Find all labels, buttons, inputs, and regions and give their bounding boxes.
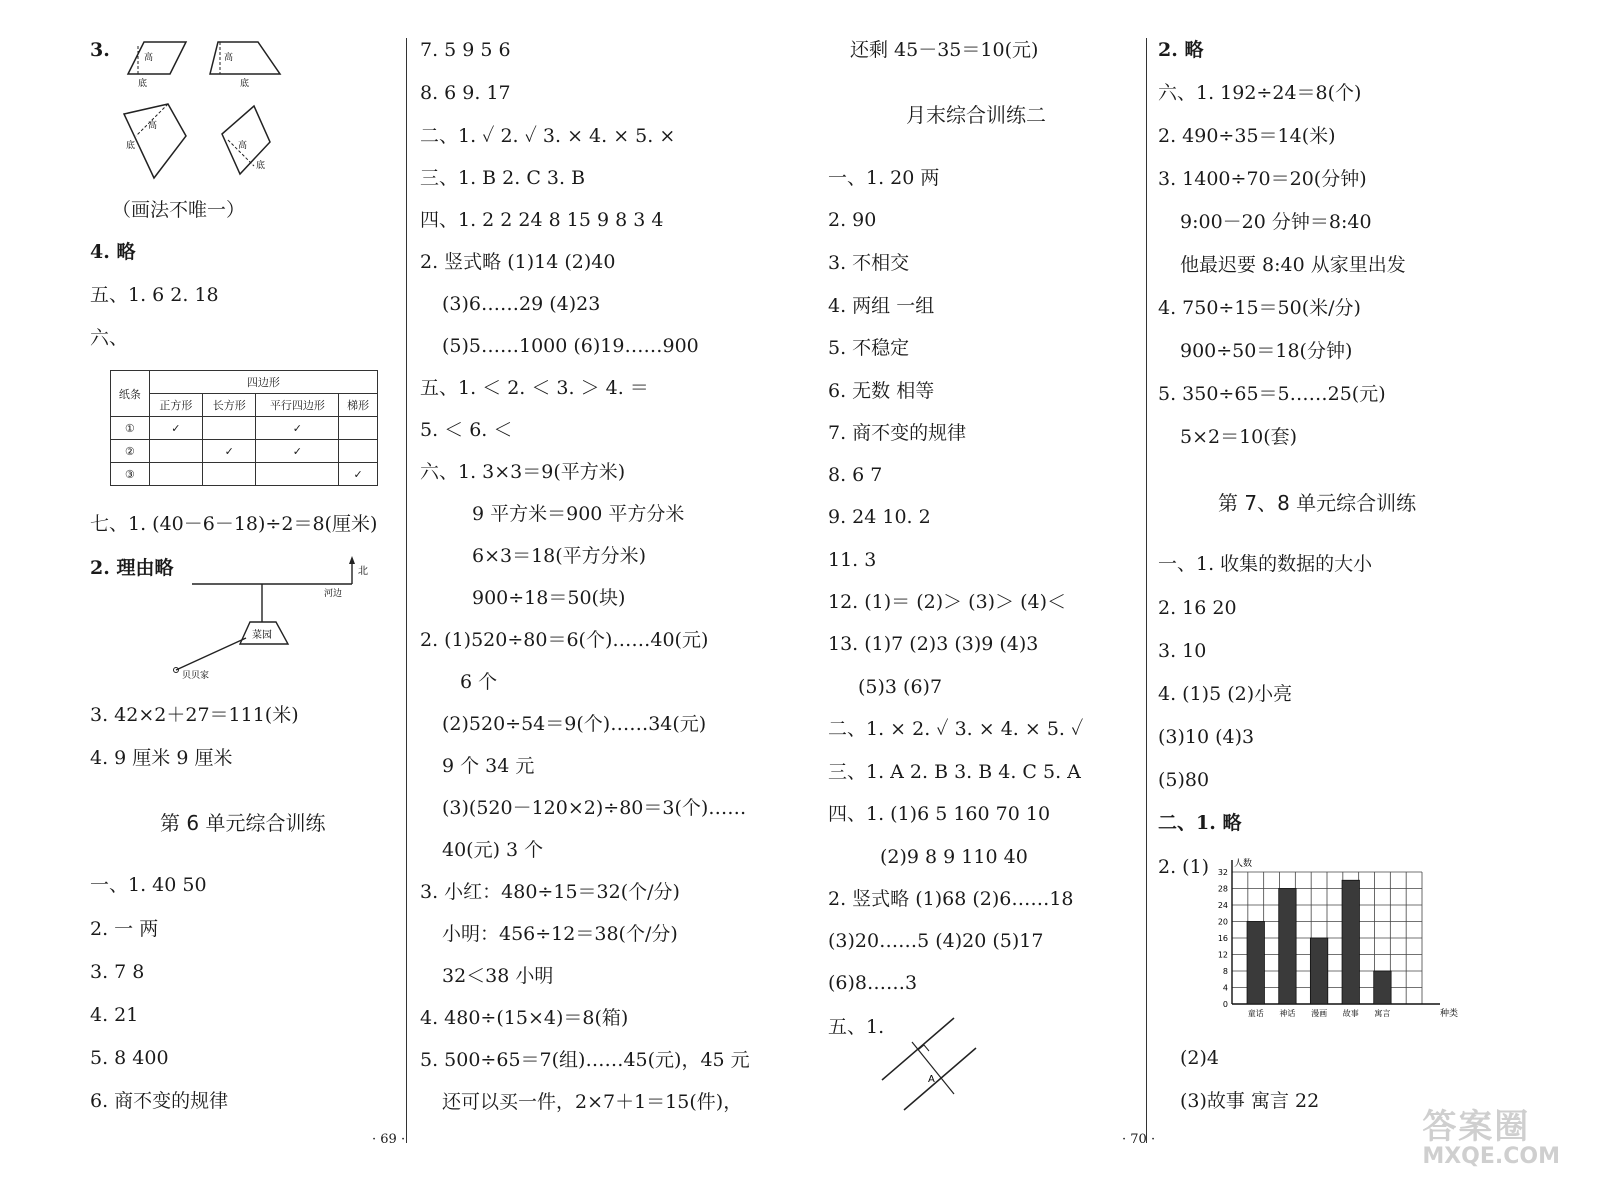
answer-line: 四、1. 2 2 24 8 15 9 8 3 4 xyxy=(420,209,664,231)
answer-line: (5)3 (6)7 xyxy=(858,676,943,698)
answer-line: 2. 理由略 xyxy=(90,557,174,579)
table-cell: ✓ xyxy=(256,417,339,440)
height-label: 高 xyxy=(238,141,248,151)
height-label: 高 xyxy=(224,53,234,63)
answer-line: 9:00－20 分钟＝8:40 xyxy=(1180,211,1372,233)
y-tick-label: 28 xyxy=(1217,884,1228,894)
quadrilateral-table xyxy=(110,370,378,486)
table-cell xyxy=(339,440,378,463)
answer-line: (3)故事 寓言 22 xyxy=(1180,1090,1320,1112)
bar xyxy=(1310,938,1327,1004)
answer-line: (5)5……1000 (6)19……900 xyxy=(442,335,699,357)
x-tick-label: 神话 xyxy=(1279,1009,1296,1018)
answer-line: 七、1. (40－6－18)÷2＝8(厘米) xyxy=(90,513,378,535)
answer-line: 六、1. 3×3＝9(平方米) xyxy=(420,461,626,483)
map-label: 贝贝家 xyxy=(182,671,210,681)
watermark-text: MXQE.COM xyxy=(1422,1144,1560,1169)
answer-line: 3. 42×2＋27＝111(米) xyxy=(90,704,299,726)
table-cell: ① xyxy=(111,417,150,440)
answer-line: (3)(520－120×2)÷80＝3(个)…… xyxy=(442,797,747,819)
answer-line: 3. 不相交 xyxy=(828,252,910,274)
column-divider xyxy=(406,38,407,1143)
answer-line: 三、1. B 2. C 3. B xyxy=(420,167,586,189)
page-number: · 70 · xyxy=(1122,1132,1156,1147)
answer-line: 6 个 xyxy=(460,671,498,693)
answer-line: 五、1. xyxy=(828,1016,885,1038)
watermark-text: 答案圈 xyxy=(1422,1107,1531,1147)
answer-line: 11. 3 xyxy=(828,549,877,571)
bar xyxy=(1374,971,1391,1004)
answer-line: 2. 490÷35＝14(米) xyxy=(1158,125,1336,147)
answer-line: (3)20……5 (4)20 (5)17 xyxy=(828,930,1044,952)
x-tick-label: 故事 xyxy=(1342,1009,1359,1018)
answer-line: 六、 xyxy=(90,327,129,349)
answer-line: 还剩 45－35＝10(元) xyxy=(850,39,1039,61)
y-tick-label: 0 xyxy=(1222,1000,1228,1009)
height-label: 高 xyxy=(148,121,158,131)
answer-line: 4. 两组 一组 xyxy=(828,295,935,317)
bar xyxy=(1247,922,1264,1005)
height-drawings xyxy=(108,36,308,186)
answer-line: (2)4 xyxy=(1180,1047,1220,1069)
x-tick-label: 童话 xyxy=(1247,1009,1264,1018)
column-4 xyxy=(1158,0,1578,1151)
base-label: 底 xyxy=(138,79,148,89)
answer-line: 一、1. 收集的数据的大小 xyxy=(1158,553,1373,575)
section-title: 月末综合训练二 xyxy=(906,103,1046,127)
answer-line: 7. 商不变的规律 xyxy=(828,422,967,444)
answer-line: 还可以买一件，2×7＋1＝15(件)， xyxy=(442,1091,743,1113)
map-label: 北 xyxy=(358,566,368,577)
table-col-header: 梯形 xyxy=(339,394,378,417)
answer-line: 12. (1)＝ (2)＞ (3)＞ (4)＜ xyxy=(828,591,1067,613)
y-tick-label: 20 xyxy=(1217,917,1228,927)
answer-line: 2. 略 xyxy=(1158,39,1204,61)
answer-line: (2)9 8 9 110 40 xyxy=(880,846,1028,868)
answer-line: (3)6……29 (4)23 xyxy=(442,293,601,315)
table-col-header: 平行四边形 xyxy=(256,394,339,417)
y-tick-label: 12 xyxy=(1217,950,1228,960)
answer-line: 9 平方米＝900 平方分米 xyxy=(472,503,685,525)
table-cell: ③ xyxy=(111,463,150,486)
route-map xyxy=(170,552,380,684)
answer-line: 一、1. 40 50 xyxy=(90,874,207,896)
answer-line: 4. 750÷15＝50(米/分) xyxy=(1158,297,1361,319)
answer-line: (3)10 (4)3 xyxy=(1158,726,1255,748)
page-number: · 69 · xyxy=(372,1132,406,1147)
map-label: 菜园 xyxy=(252,630,272,641)
column-3 xyxy=(828,0,1138,1151)
answer-line: (2)520÷54＝9(个)……34(元) xyxy=(442,713,707,735)
answer-line: 3. xyxy=(90,39,110,61)
answer-line: 6. 商不变的规律 xyxy=(90,1090,229,1112)
table-cell: ✓ xyxy=(203,440,256,463)
answer-line: 4. 480÷(15×4)＝8(箱) xyxy=(420,1007,629,1029)
answer-line: 9 个 34 元 xyxy=(442,755,535,777)
table-cell: ✓ xyxy=(339,463,378,486)
answer-line: 三、1. A 2. B 3. B 4. C 5. A xyxy=(828,761,1081,783)
figure-label: A xyxy=(928,1074,935,1085)
answer-line: 9. 24 10. 2 xyxy=(828,506,931,528)
answer-line: 3. 7 8 xyxy=(90,961,145,983)
table-group-header: 四边形 xyxy=(149,371,377,394)
table-col-header: 长方形 xyxy=(203,394,256,417)
answer-line: 5. ＜ 6. ＜ xyxy=(420,419,513,441)
table-cell xyxy=(339,417,378,440)
watermark xyxy=(1422,1109,1560,1169)
answer-line: 2. 一 两 xyxy=(90,918,159,940)
height-label: 高 xyxy=(144,53,154,63)
bar-chart xyxy=(1206,852,1466,1024)
x-tick-label: 漫画 xyxy=(1311,1009,1328,1018)
x-tick-label: 寓言 xyxy=(1374,1009,1391,1018)
y-tick-label: 8 xyxy=(1222,967,1228,976)
answer-line: 6. 无数 相等 xyxy=(828,380,935,402)
answer-line: 五、1. 6 2. 18 xyxy=(90,284,219,306)
answer-line: 小明：456÷12＝38(个/分) xyxy=(442,923,678,945)
answer-line: 5×2＝10(套) xyxy=(1180,426,1298,448)
table-cell xyxy=(256,463,339,486)
section-title: 第 7、8 单元综合训练 xyxy=(1218,491,1417,515)
y-axis-label: 人数 xyxy=(1234,859,1253,869)
answer-line: 3. 1400÷70＝20(分钟) xyxy=(1158,168,1367,190)
answer-line: 900÷50＝18(分钟) xyxy=(1180,340,1353,362)
answer-line: 二、1. ✓ 2. ✓ 3. × 4. × 5. × xyxy=(420,125,676,147)
table-row-header: 纸条 xyxy=(111,371,150,417)
answer-line: 7. 5 9 5 6 xyxy=(420,39,511,61)
answer-line: 2. 90 xyxy=(828,209,877,231)
table-cell: ✓ xyxy=(149,417,202,440)
answer-line: 2. 16 20 xyxy=(1158,597,1237,619)
answer-line: 五、1. ＜ 2. ＜ 3. ＞ 4. ＝ xyxy=(420,377,649,399)
x-axis-label: 种类 xyxy=(1440,1009,1459,1019)
column-2 xyxy=(420,0,750,1151)
answer-line: 二、1. 略 xyxy=(1158,812,1242,834)
answer-line: 4. 略 xyxy=(90,241,136,263)
section-title: 第 6 单元综合训练 xyxy=(160,811,326,835)
table-cell xyxy=(149,463,202,486)
answer-line: 5. 350÷65＝5……25(元) xyxy=(1158,383,1386,405)
answer-line: 2. (1) xyxy=(1158,856,1210,878)
map-label: 河边 xyxy=(324,589,343,599)
answer-line: 4. 21 xyxy=(90,1004,139,1026)
answer-line: 3. 10 xyxy=(1158,640,1207,662)
answer-line: 3. 小红：480÷15＝32(个/分) xyxy=(420,881,680,903)
answer-line: 8. 6 9. 17 xyxy=(420,82,511,104)
column-1 xyxy=(90,0,390,1151)
table-row xyxy=(111,417,378,440)
table-cell xyxy=(203,417,256,440)
table-cell: ✓ xyxy=(256,440,339,463)
y-tick-label: 32 xyxy=(1217,868,1228,877)
base-label: 底 xyxy=(256,161,266,171)
answer-line: 5. 8 400 xyxy=(90,1047,169,1069)
answer-line: 5. 500÷65＝7(组)……45(元)，45 元 xyxy=(420,1049,750,1071)
parallel-lines-figure xyxy=(878,1012,988,1117)
answer-line: 2. 竖式略 (1)68 (2)6……18 xyxy=(828,888,1074,910)
y-tick-label: 4 xyxy=(1222,983,1228,993)
answer-line: (5)80 xyxy=(1158,769,1210,791)
answer-line: 六、1. 192÷24＝8(个) xyxy=(1158,82,1362,104)
column-divider xyxy=(1146,38,1147,1143)
answer-line: 40(元) 3 个 xyxy=(442,839,544,861)
answer-line: 2. (1)520÷80＝6(个)……40(元) xyxy=(420,629,709,651)
table-cell xyxy=(149,440,202,463)
table-cell xyxy=(203,463,256,486)
answer-line: （画法不唯一） xyxy=(112,199,246,221)
answer-line: (6)8……3 xyxy=(828,972,918,994)
answer-line: 4. 9 厘米 9 厘米 xyxy=(90,747,233,769)
table-col-header: 正方形 xyxy=(149,394,202,417)
answer-line: 二、1. × 2. ✓ 3. × 4. × 5. ✓ xyxy=(828,718,1084,740)
north-arrow-icon xyxy=(349,556,355,564)
answer-line: 4. (1)5 (2)小亮 xyxy=(1158,683,1293,705)
base-label: 底 xyxy=(126,141,136,151)
answer-line: 13. (1)7 (2)3 (3)9 (4)3 xyxy=(828,633,1039,655)
table-cell: ② xyxy=(111,440,150,463)
answer-line: 32＜38 小明 xyxy=(442,965,554,987)
answer-line: 5. 不稳定 xyxy=(828,337,910,359)
bar xyxy=(1342,880,1359,1004)
answer-line: 他最迟要 8:40 从家里出发 xyxy=(1180,254,1406,276)
answer-line: 一、1. 20 两 xyxy=(828,167,940,189)
answer-line: 900÷18＝50(块) xyxy=(472,587,626,609)
base-label: 底 xyxy=(240,79,250,89)
y-tick-label: 24 xyxy=(1217,901,1228,910)
y-tick-label: 16 xyxy=(1217,934,1228,943)
answer-line: 8. 6 7 xyxy=(828,464,883,486)
answer-line: 2. 竖式略 (1)14 (2)40 xyxy=(420,251,616,273)
bar xyxy=(1279,889,1296,1005)
answer-line: 6×3＝18(平方分米) xyxy=(472,545,647,567)
table-row xyxy=(111,440,378,463)
table-row xyxy=(111,463,378,486)
answer-line: 四、1. (1)6 5 160 70 10 xyxy=(828,803,1051,825)
